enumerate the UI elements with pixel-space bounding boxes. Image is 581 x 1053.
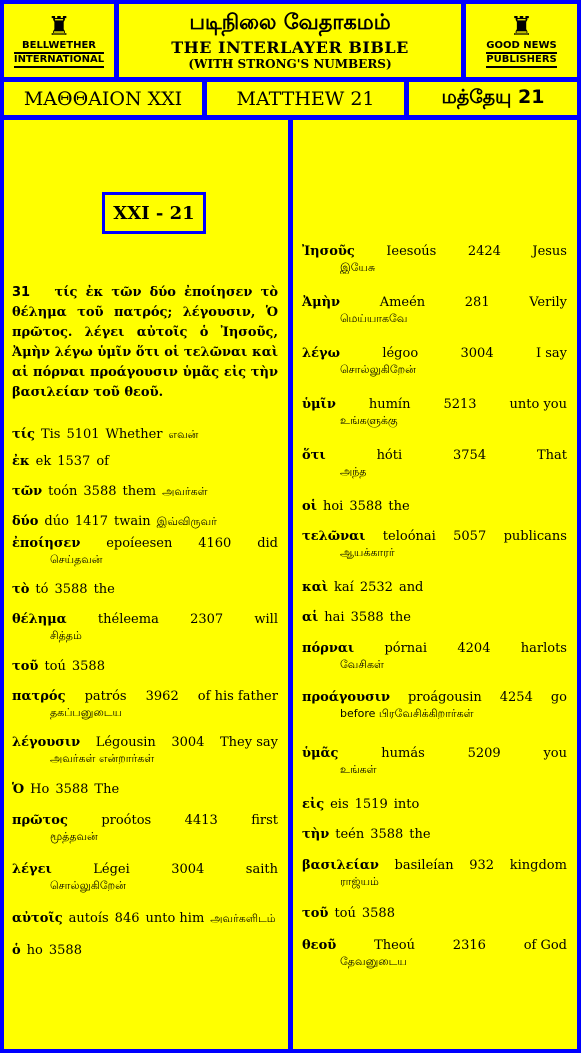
word-entry [302, 397, 567, 429]
english-gloss: That [536, 448, 567, 463]
english-gloss: Verily [529, 295, 567, 310]
greek-word: αὐτοῖς [12, 911, 63, 926]
chapter-verse-box: XXI - 21 [102, 192, 206, 234]
strong-number: 2532 [359, 580, 393, 595]
strong-number: 3962 [145, 689, 179, 704]
word-row [302, 610, 567, 626]
transliteration: hai [324, 610, 345, 625]
greek-word: αἱ [302, 610, 319, 625]
english-gloss: unto him [145, 911, 205, 926]
transliteration: légoo [382, 346, 419, 361]
tamil-gloss: ஆயக்காரர் [340, 546, 395, 559]
transliteration: Ho [30, 782, 50, 797]
english-gloss: the [388, 499, 410, 514]
greek-word: προάγουσιν [302, 690, 391, 705]
tamil-gloss: ராஜ்யம் [340, 875, 379, 888]
word-row [302, 346, 567, 362]
word-row [12, 813, 278, 829]
tamil-gloss: சொல்லுகிறேன் [50, 879, 126, 892]
transliteration: teloónai [382, 529, 436, 544]
greek-word: Ἀμὴν [302, 295, 341, 310]
strong-number: 3588 [71, 659, 105, 674]
word-entry [302, 938, 567, 970]
statue-icon: ♜ [509, 11, 534, 42]
word-row [12, 689, 278, 705]
english-gloss: first [251, 813, 278, 828]
word-row [302, 938, 567, 954]
strong-number: 4204 [457, 641, 491, 656]
word-row [12, 911, 278, 927]
strong-number: 2307 [190, 612, 224, 627]
strong-number: 1537 [57, 454, 91, 469]
word-row [302, 906, 567, 922]
word-entry [302, 641, 567, 673]
tamil-gloss: உங்கள் [340, 763, 377, 776]
transliteration: hóti [376, 448, 403, 463]
greek-word: ὑμᾶς [302, 746, 339, 761]
transliteration: kaí [334, 580, 354, 595]
greek-word: τοῦ [302, 906, 329, 921]
greek-word: τοῦ [12, 659, 39, 674]
english-gloss: go [550, 690, 567, 705]
strong-number: 3588 [350, 610, 384, 625]
word-row [302, 746, 567, 762]
transliteration: basileían [394, 858, 454, 873]
word-row [12, 735, 278, 751]
word-row [12, 514, 278, 530]
strong-number: 3004 [460, 346, 494, 361]
transliteration: dúo [44, 514, 69, 529]
english-gloss: twain [114, 514, 151, 529]
greek-word: θεοῦ [302, 938, 337, 953]
greek-word: τῶν [12, 484, 43, 499]
word-entry [302, 244, 567, 276]
word-row [302, 797, 567, 813]
word-entry [302, 346, 567, 378]
page-header [119, 4, 461, 77]
title-tamil: படிநிலை வேதாகமம் [189, 10, 391, 34]
english-gloss: saith [245, 862, 278, 877]
tamil-gloss: தகப்பனுடைய [50, 706, 122, 719]
chapter-tamil: மத்தேயு 21 [409, 82, 577, 115]
word-entry [302, 580, 567, 596]
word-row [12, 427, 278, 443]
title-english: THE INTERLAYER BIBLE [171, 38, 409, 57]
transliteration: pórnai [384, 641, 428, 656]
transliteration: hoi [322, 499, 344, 514]
transliteration: patrós [84, 689, 127, 704]
strong-number: 5101 [66, 427, 100, 442]
word-entry [12, 813, 278, 845]
tamil-gloss: அவர்களிடம் [210, 912, 276, 925]
strong-number: 4160 [198, 536, 232, 551]
greek-word: εἰς [302, 797, 325, 812]
english-gloss: Whether [105, 427, 163, 442]
strong-number: 3588 [55, 782, 89, 797]
english-gloss: them [122, 484, 157, 499]
word-entry [302, 827, 567, 843]
word-entry [12, 782, 278, 798]
statue-icon: ♜ [47, 11, 71, 42]
tamil-gloss: தேவனுடைய [340, 955, 407, 968]
english-gloss: the [389, 610, 411, 625]
english-gloss: and [398, 580, 424, 595]
transliteration: théleema [97, 612, 159, 627]
tamil-gloss: அவர்கள் [162, 485, 208, 498]
tamil-gloss: before பிரவேசிக்கிறார்கள் [340, 707, 474, 720]
transliteration: autoís [68, 911, 109, 926]
subtitle: (WITH STRONG'S NUMBERS) [188, 57, 392, 71]
word-entry [302, 295, 567, 327]
greek-word: πρῶτος [12, 813, 68, 828]
word-entry [12, 427, 278, 443]
word-entry [302, 858, 567, 890]
word-row [12, 484, 278, 500]
english-gloss: did [257, 536, 278, 551]
word-row [12, 943, 278, 959]
word-entry [302, 906, 567, 922]
greek-word: Ὁ [12, 782, 25, 797]
word-entry [12, 582, 278, 598]
transliteration: humín [368, 397, 411, 412]
english-gloss: will [254, 612, 278, 627]
greek-word: τὸ [12, 582, 30, 597]
english-gloss: unto you [509, 397, 567, 412]
greek-word: ἐποίησεν [12, 536, 81, 551]
chapter-greek: ΜΑΘΘΑΙΟΝ XXI [4, 82, 202, 115]
strong-number: 281 [464, 295, 490, 310]
word-row [302, 397, 567, 413]
verse-text [12, 283, 278, 403]
strong-number: 3588 [54, 582, 88, 597]
transliteration: epoíeesen [106, 536, 173, 551]
english-gloss: kingdom [509, 858, 567, 873]
strong-number: 3588 [83, 484, 117, 499]
english-gloss: I say [535, 346, 567, 361]
logo-left-line1: BELLWETHER [14, 40, 104, 54]
word-entry [12, 536, 278, 568]
word-row [302, 295, 567, 311]
strong-number: 932 [469, 858, 495, 873]
transliteration: proótos [101, 813, 152, 828]
word-row [302, 641, 567, 657]
word-entry [12, 862, 278, 894]
english-gloss: the [93, 582, 115, 597]
transliteration: tó [35, 582, 49, 597]
transliteration: teén [335, 827, 365, 842]
logo-right-line1: GOOD NEWS [486, 40, 556, 54]
transliteration: ho [26, 943, 43, 958]
word-entry [302, 746, 567, 778]
greek-word: λέγει [12, 862, 52, 877]
strong-number: 3754 [453, 448, 487, 463]
transliteration: toú [44, 659, 66, 674]
word-row [302, 448, 567, 464]
strong-number: 1417 [74, 514, 108, 529]
word-row [302, 244, 567, 260]
tamil-gloss: சித்தம் [50, 629, 82, 642]
word-row [12, 659, 278, 675]
transliteration: toú [334, 906, 356, 921]
word-row [302, 858, 567, 874]
word-entry [302, 529, 567, 561]
word-row [12, 454, 278, 470]
strong-number: 2316 [452, 938, 486, 953]
greek-word: δύο [12, 514, 39, 529]
tamil-gloss: அந்த [340, 465, 367, 478]
strong-number: 3588 [48, 943, 82, 958]
english-gloss: of God [523, 938, 567, 953]
word-row [12, 612, 278, 628]
strong-number: 4413 [184, 813, 218, 828]
strong-number: 1519 [354, 797, 388, 812]
word-entry [12, 454, 278, 470]
greek-word: τελῶναι [302, 529, 366, 544]
transliteration: proágousin [407, 690, 482, 705]
verse-number: 31 [12, 285, 31, 300]
strong-number: 3004 [171, 735, 205, 750]
strong-number: 3588 [370, 827, 404, 842]
word-entry [302, 610, 567, 626]
strong-number: 5057 [453, 529, 487, 544]
english-gloss: of his father [197, 689, 278, 704]
greek-word: βασιλείαν [302, 858, 379, 873]
transliteration: Theoú [374, 938, 415, 953]
tamil-gloss: மெய்யாகவே [340, 312, 408, 325]
strong-number: 3004 [171, 862, 205, 877]
word-row [12, 782, 278, 798]
transliteration: toón [48, 484, 78, 499]
word-row [302, 529, 567, 545]
transliteration: Légei [93, 862, 130, 877]
tamil-gloss: அவர்கள் என்றார்கள் [50, 752, 155, 765]
transliteration: humás [381, 746, 425, 761]
transliteration: Légousin [95, 735, 156, 750]
greek-word: πόρναι [302, 641, 355, 656]
word-entry [302, 448, 567, 480]
goodnews-logo [466, 4, 577, 77]
greek-word: ὅτι [302, 448, 326, 463]
tamil-gloss: எவன் [168, 428, 199, 441]
strong-number: 5213 [443, 397, 477, 412]
tamil-gloss: சொல்லுகிறேன் [340, 363, 416, 376]
strong-number: 3588 [361, 906, 395, 921]
strong-number: 3588 [349, 499, 383, 514]
english-gloss: into [393, 797, 420, 812]
word-entry [12, 514, 278, 530]
logo-right-line2: PUBLISHERS [486, 54, 556, 68]
english-gloss: you [543, 746, 567, 761]
tamil-gloss: வேசிகள் [340, 658, 384, 671]
tamil-gloss: செய்தவன் [50, 553, 103, 566]
english-gloss: the [409, 827, 431, 842]
word-entry [302, 499, 567, 515]
strong-number: 2424 [467, 244, 501, 259]
tamil-gloss: மூத்தவன் [50, 830, 98, 843]
transliteration: ek [35, 454, 52, 469]
greek-word: θέλημα [12, 612, 67, 627]
english-gloss: publicans [503, 529, 567, 544]
logo-left-line2: INTERNATIONAL [14, 54, 104, 68]
strong-number: 5209 [467, 746, 501, 761]
tamil-gloss: இயேசு [340, 261, 376, 274]
word-entry [12, 612, 278, 644]
transliteration: Tis [40, 427, 61, 442]
greek-word: ὑμῖν [302, 397, 336, 412]
word-row [12, 862, 278, 878]
verse-greek: τίς ἐκ τῶν δύο ἐποίησεν τὸ θέλημα τοῦ πατρός; λέγουσιν, Ὁ πρῶτος. λέγει αὐτοῖς ὁ Ἰησοῦς, Ἀμὴν λέγω ὑμῖν ὅτι οἱ τελῶναι καὶ αἱ πόρναι προάγουσιν ὑμᾶς εἰς τὴν βασιλείαν τοῦ θεοῦ. [12, 285, 278, 400]
tamil-gloss: இவ்விருவர் [156, 515, 217, 528]
word-entry [12, 484, 278, 500]
word-row [12, 582, 278, 598]
transliteration: eis [330, 797, 349, 812]
word-entry [12, 911, 278, 927]
greek-word: λέγουσιν [12, 735, 81, 750]
greek-word: τὴν [302, 827, 330, 842]
english-gloss: Jesus [532, 244, 567, 259]
greek-word: λέγω [302, 346, 340, 361]
word-entry [302, 797, 567, 813]
word-entry [302, 690, 567, 722]
english-gloss: The [94, 782, 120, 797]
word-row [12, 536, 278, 552]
word-entry [12, 689, 278, 721]
word-row [302, 499, 567, 515]
word-row [302, 690, 567, 706]
transliteration: Ameén [379, 295, 426, 310]
english-gloss: They say [219, 735, 278, 750]
greek-word: πατρός [12, 689, 66, 704]
tamil-gloss: உங்களுக்கு [340, 414, 398, 427]
strong-number: 4254 [499, 690, 533, 705]
chapter-english: MATTHEW 21 [207, 82, 404, 115]
greek-word: Ἰησοῦς [302, 244, 355, 259]
greek-word: οἱ [302, 499, 317, 514]
transliteration: Ieesoús [386, 244, 437, 259]
word-entry [12, 659, 278, 675]
word-row [302, 580, 567, 596]
word-row [302, 827, 567, 843]
bellwether-logo [4, 4, 114, 77]
strong-number: 846 [114, 911, 140, 926]
word-entry [12, 943, 278, 959]
greek-word: ὁ [12, 943, 21, 958]
greek-word: ἐκ [12, 454, 30, 469]
greek-word: καὶ [302, 580, 329, 595]
english-gloss: of [96, 454, 109, 469]
word-entry [12, 735, 278, 767]
greek-word: τίς [12, 427, 35, 442]
english-gloss: harlots [520, 641, 567, 656]
